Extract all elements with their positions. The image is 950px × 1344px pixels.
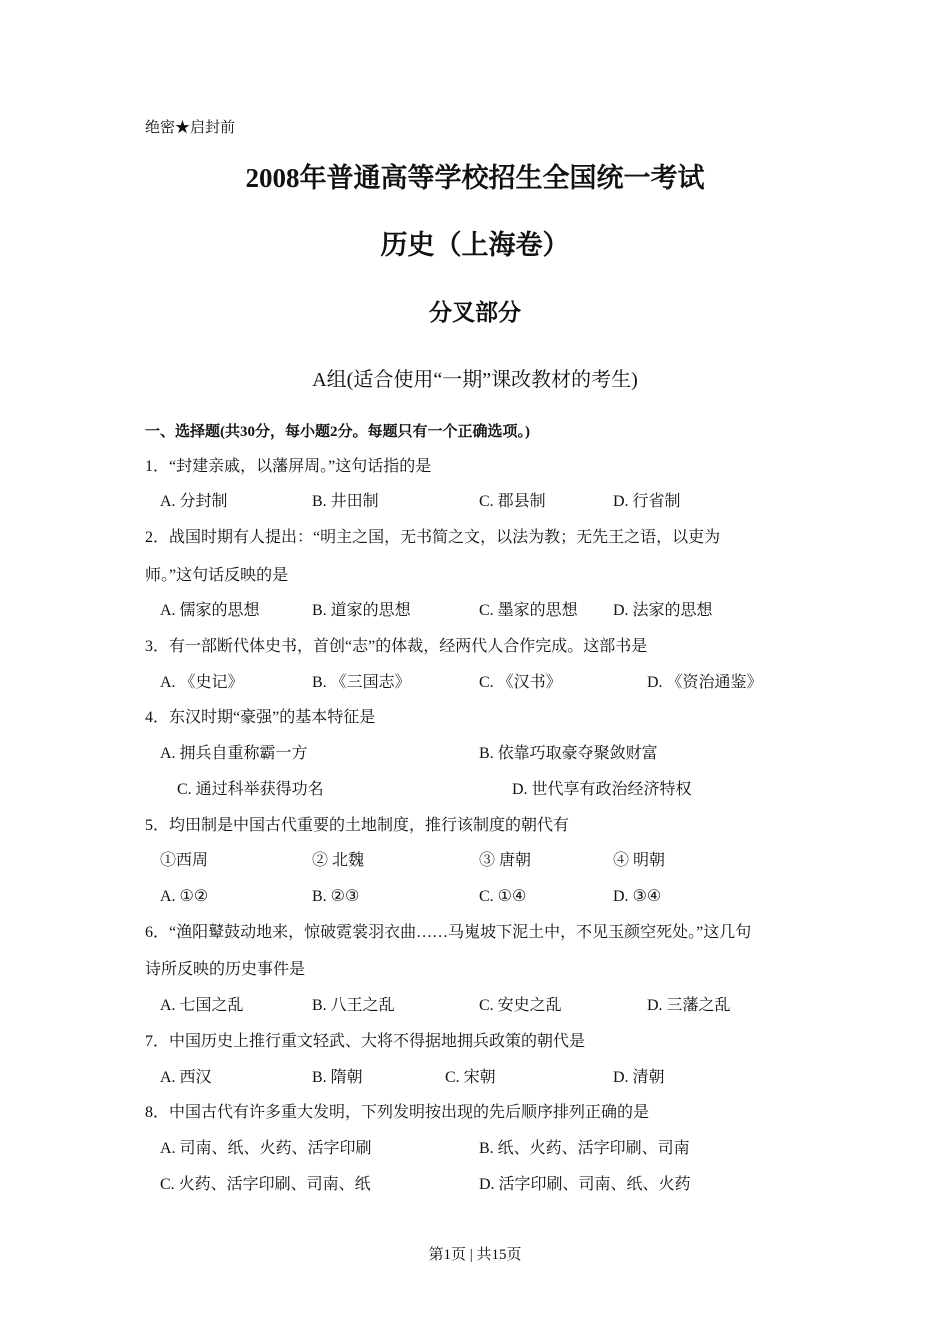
option-b: B. 八王之乱	[312, 997, 395, 1014]
option-b: B. 道家的思想	[312, 602, 411, 619]
option-c: C. 通过科举获得功名	[177, 781, 324, 798]
option-d: D. 活字印刷、司南、纸、火药	[479, 1176, 691, 1193]
question-stem: 1．“封建亲戚，以藩屏周。”这句话指的是	[145, 458, 432, 475]
option-b: B. 井田制	[312, 493, 379, 510]
part-heading: 分叉部分	[429, 300, 521, 325]
item-3: ③ 唐朝	[479, 852, 532, 869]
option-c: C. ①④	[479, 888, 527, 905]
option-b: B. 纸、火药、活字印刷、司南	[479, 1140, 690, 1157]
option-c: C. 墨家的思想	[479, 602, 578, 619]
item-1: ①西周	[160, 852, 209, 869]
exam-subtitle: 历史（上海卷）	[380, 230, 570, 260]
option-d: D. 清朝	[613, 1069, 665, 1086]
option-c: C. 火药、活字印刷、司南、纸	[160, 1176, 371, 1193]
option-a: A. 西汉	[160, 1069, 212, 1086]
option-d: D. 三藩之乱	[647, 997, 731, 1014]
option-d: D. 《资治通鉴》	[647, 674, 763, 691]
option-a: A. 儒家的思想	[160, 602, 260, 619]
item-4: ④ 明朝	[613, 852, 666, 869]
option-b: B. 隋朝	[312, 1069, 363, 1086]
option-a: A. 《史记》	[160, 674, 244, 691]
question-stem: 7．中国历史上推行重文轻武、大将不得据地拥兵政策的朝代是	[145, 1033, 586, 1050]
option-d: D. 法家的思想	[613, 602, 713, 619]
question-stem: 4．东汉时期“豪强”的基本特征是	[145, 709, 376, 726]
question-stem: 6．“渔阳鼙鼓动地来，惊破霓裳羽衣曲……马嵬坡下泥土中，不见玉颜空死处。”这几句	[145, 924, 752, 941]
page-footer: 第1页 | 共15页	[428, 1247, 522, 1263]
option-c: C. 安史之乱	[479, 997, 562, 1014]
option-b: B. 依靠巧取豪夺聚敛财富	[479, 745, 658, 762]
option-a: A. 分封制	[160, 493, 228, 510]
option-c: C. 《汉书》	[479, 674, 562, 691]
option-a: A. 司南、纸、火药、活字印刷	[160, 1140, 372, 1157]
group-heading: A组(适合使用“一期”课改教材的考生)	[312, 369, 638, 391]
option-b: B. 《三国志》	[312, 674, 411, 691]
confidential-label: 绝密★启封前	[145, 120, 236, 136]
option-a: A. 七国之乱	[160, 997, 244, 1014]
option-a: A. 拥兵自重称霸一方	[160, 745, 308, 762]
option-c: C. 郡县制	[479, 493, 546, 510]
question-stem-cont: 诗所反映的历史事件是	[145, 961, 306, 978]
option-b: B. ②③	[312, 888, 360, 905]
question-stem: 3．有一部断代体史书，首创“志”的体裁，经两代人合作完成。这部书是	[145, 638, 648, 655]
exam-title: 2008年普通高等学校招生全国统一考试	[245, 163, 705, 193]
option-a: A. ①②	[160, 888, 209, 905]
section-heading: 一、选择题(共30分，每小题2分。每题只有一个正确选项。)	[145, 424, 530, 440]
question-stem: 5．均田制是中国古代重要的土地制度，推行该制度的朝代有	[145, 817, 570, 834]
item-2: ② 北魏	[312, 852, 365, 869]
option-d: D. 世代享有政治经济特权	[512, 781, 692, 798]
question-stem: 8．中国古代有许多重大发明，下列发明按出现的先后顺序排列正确的是	[145, 1104, 650, 1121]
question-stem-cont: 师。”这句话反映的是	[145, 567, 289, 584]
option-d: D. 行省制	[613, 493, 681, 510]
question-stem: 2．战国时期有人提出：“明主之国，无书简之文，以法为教；无先王之语，以吏为	[145, 529, 721, 546]
option-c: C. 宋朝	[445, 1069, 496, 1086]
option-d: D. ③④	[613, 888, 662, 905]
